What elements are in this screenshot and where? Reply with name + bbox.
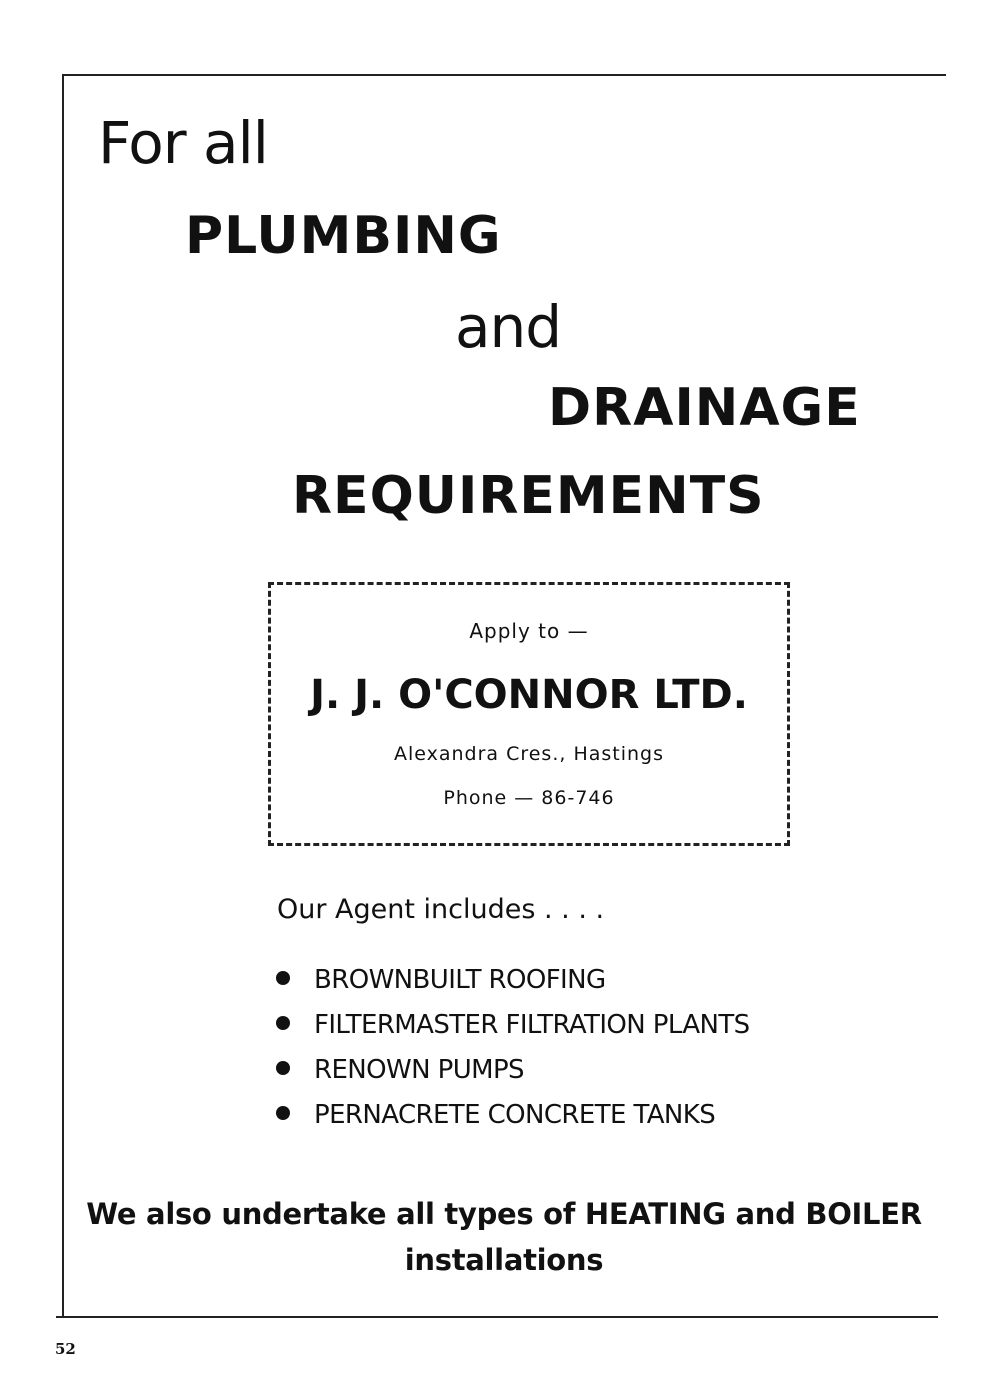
contact-box [268,582,790,846]
footer-installations-line: installations [404,1243,604,1277]
agent-item-label: BROWNBUILT ROOFING [314,965,606,995]
list-item [276,1052,750,1097]
agent-intro: Our Agent includes . . . . [277,894,605,925]
agent-item-label: FILTERMASTER FILTRATION PLANTS [314,1010,750,1040]
frame-left-border [62,74,64,1317]
frame-bottom-border [56,1316,938,1318]
bullet-icon [276,971,290,985]
headline-plumbing: PLUMBING [185,206,502,266]
headline-and: and [455,293,562,361]
footer-services-line: We also undertake all types of HEATING and BOILER [86,1197,922,1231]
headline-drainage: DRAINAGE [548,378,861,438]
headline-for-all: For all [98,109,268,177]
agent-item-label: PERNACRETE CONCRETE TANKS [314,1100,716,1130]
company-phone: Phone — 86-746 [443,787,615,809]
frame-top-border [62,74,946,76]
list-item [276,1097,750,1142]
page-number: 52 [55,1340,76,1358]
list-item [276,1007,750,1052]
bullet-icon [276,1016,290,1030]
list-item [276,962,750,1007]
headline-requirements: REQUIREMENTS [292,466,765,526]
company-name: J. J. O'CONNOR LTD. [310,672,748,718]
bullet-icon [276,1061,290,1075]
apply-label: Apply to — [469,619,589,643]
agent-item-label: RENOWN PUMPS [314,1055,524,1085]
company-address: Alexandra Cres., Hastings [393,743,665,765]
bullet-icon [276,1106,290,1120]
agent-list [276,962,750,1142]
